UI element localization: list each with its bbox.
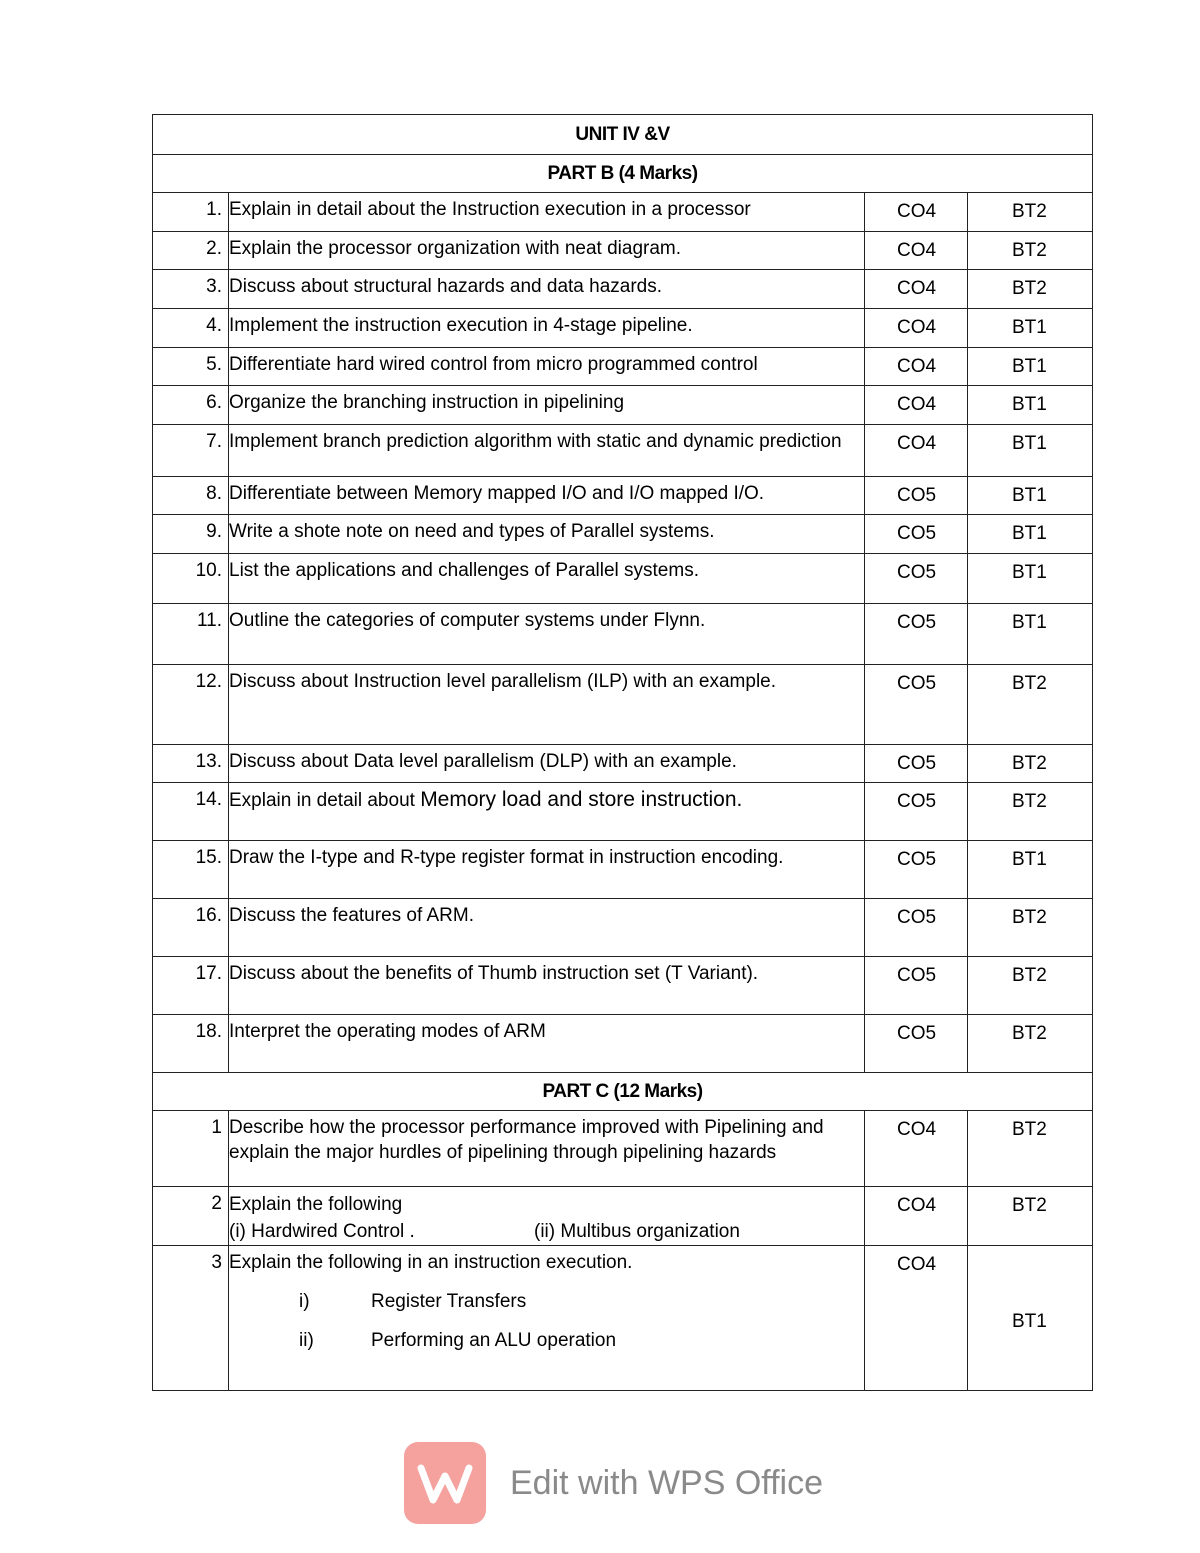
question-number: 5. bbox=[153, 348, 229, 386]
question-number: 15. bbox=[153, 841, 229, 899]
blooms-level: BT2 bbox=[968, 270, 1093, 309]
question-text: Discuss the features of ARM. bbox=[229, 899, 865, 957]
question-number: 9. bbox=[153, 515, 229, 554]
question-number: 12. bbox=[153, 665, 229, 745]
blooms-level: BT2 bbox=[968, 232, 1093, 270]
question-text: Discuss about Instruction level parallelism (ILP) with an example. bbox=[229, 665, 865, 745]
course-outcome: CO5 bbox=[865, 665, 968, 745]
question-number: 7. bbox=[153, 425, 229, 477]
table-row bbox=[153, 193, 1093, 232]
unit-title: UNIT IV &V bbox=[153, 115, 1093, 155]
question-text: Interpret the operating modes of ARM bbox=[229, 1015, 865, 1073]
sub-item-text: Register Transfers bbox=[371, 1291, 527, 1312]
course-outcome: CO4 bbox=[865, 270, 968, 309]
question-number: 1. bbox=[153, 193, 229, 232]
wps-watermark bbox=[404, 1442, 823, 1524]
question-number: 11. bbox=[153, 604, 229, 665]
blooms-level: BT1 bbox=[968, 477, 1093, 515]
table-row bbox=[153, 425, 1093, 477]
blooms-level: BT2 bbox=[968, 957, 1093, 1015]
course-outcome: CO5 bbox=[865, 554, 968, 604]
table-row bbox=[153, 1015, 1093, 1073]
blooms-level: BT1 bbox=[968, 348, 1093, 386]
question-text: Outline the categories of computer systems under Flynn. bbox=[229, 604, 865, 665]
blooms-level: BT1 bbox=[968, 604, 1093, 665]
blooms-level: BT2 bbox=[968, 899, 1093, 957]
sub-item bbox=[299, 1289, 862, 1314]
course-outcome: CO5 bbox=[865, 841, 968, 899]
course-outcome: CO4 bbox=[865, 309, 968, 348]
course-outcome: CO5 bbox=[865, 899, 968, 957]
question-text: Explain in detail about the Instruction execution in a processor bbox=[229, 193, 865, 232]
blooms-level: BT1 bbox=[968, 425, 1093, 477]
table-row bbox=[153, 841, 1093, 899]
question-text: Discuss about structural hazards and data hazards. bbox=[229, 270, 865, 309]
sub-item bbox=[299, 1328, 862, 1353]
question-options bbox=[229, 1218, 862, 1245]
question-number: 3. bbox=[153, 270, 229, 309]
question-text: Discuss about the benefits of Thumb instruction set (T Variant). bbox=[229, 957, 865, 1015]
question-text: Differentiate hard wired control from micro programmed control bbox=[229, 348, 865, 386]
question-number: 3 bbox=[153, 1246, 229, 1391]
part-b-heading: PART B (4 Marks) bbox=[153, 155, 1093, 193]
course-outcome: CO5 bbox=[865, 1015, 968, 1073]
question-lead: Explain the following in an instruction execution. bbox=[229, 1252, 633, 1273]
course-outcome: CO5 bbox=[865, 604, 968, 665]
question-number: 10. bbox=[153, 554, 229, 604]
table-row bbox=[153, 1111, 1093, 1187]
course-outcome: CO4 bbox=[865, 386, 968, 425]
blooms-level: BT1 bbox=[968, 841, 1093, 899]
sub-item-number: i) bbox=[299, 1291, 310, 1312]
blooms-level: BT2 bbox=[968, 745, 1093, 783]
table-row bbox=[153, 957, 1093, 1015]
blooms-level: BT2 bbox=[968, 783, 1093, 841]
table-row bbox=[153, 745, 1093, 783]
question-number: 16. bbox=[153, 899, 229, 957]
table-row bbox=[153, 232, 1093, 270]
question-text bbox=[229, 1246, 865, 1391]
course-outcome: CO5 bbox=[865, 957, 968, 1015]
question-number: 2 bbox=[153, 1187, 229, 1246]
table-row bbox=[153, 783, 1093, 841]
question-text: Draw the I-type and R-type register format in instruction encoding. bbox=[229, 841, 865, 899]
question-text: Describe how the processor performance improved with Pipelining and explain the major hurdles of pipelining through pipelining hazards bbox=[229, 1111, 865, 1187]
option-two: (ii) Multibus organization bbox=[534, 1221, 740, 1242]
blooms-level: BT2 bbox=[968, 1111, 1093, 1187]
table-row bbox=[153, 515, 1093, 554]
table-row bbox=[153, 1187, 1093, 1246]
question-text: Discuss about Data level parallelism (DLP) with an example. bbox=[229, 745, 865, 783]
question-text: Write a shote note on need and types of Parallel systems. bbox=[229, 515, 865, 554]
table-row bbox=[153, 348, 1093, 386]
question-number: 1 bbox=[153, 1111, 229, 1187]
blooms-level: BT1 bbox=[968, 554, 1093, 604]
table-row bbox=[153, 899, 1093, 957]
question-text-prefix: Explain in detail about bbox=[229, 790, 421, 811]
question-text: List the applications and challenges of Parallel systems. bbox=[229, 554, 865, 604]
blooms-level: BT2 bbox=[968, 1187, 1093, 1246]
course-outcome: CO5 bbox=[865, 745, 968, 783]
course-outcome: CO4 bbox=[865, 193, 968, 232]
question-table bbox=[152, 114, 1093, 1391]
question-text-main: Memory load and store instruction. bbox=[420, 788, 743, 811]
table-row bbox=[153, 604, 1093, 665]
question-text: Organize the branching instruction in pipelining bbox=[229, 386, 865, 425]
blooms-level: BT1 bbox=[968, 1246, 1093, 1391]
blooms-level: BT1 bbox=[968, 309, 1093, 348]
course-outcome: CO4 bbox=[865, 1246, 968, 1391]
table-row bbox=[153, 477, 1093, 515]
course-outcome: CO5 bbox=[865, 783, 968, 841]
blooms-level: BT1 bbox=[968, 386, 1093, 425]
table-row bbox=[153, 1246, 1093, 1391]
question-number: 17. bbox=[153, 957, 229, 1015]
table-row bbox=[153, 554, 1093, 604]
question-number: 13. bbox=[153, 745, 229, 783]
course-outcome: CO5 bbox=[865, 515, 968, 554]
blooms-level: BT1 bbox=[968, 515, 1093, 554]
course-outcome: CO4 bbox=[865, 1187, 968, 1246]
sub-item-number: ii) bbox=[299, 1330, 314, 1351]
question-number: 2. bbox=[153, 232, 229, 270]
blooms-level: BT2 bbox=[968, 193, 1093, 232]
wps-logo-icon bbox=[404, 1442, 486, 1524]
question-number: 8. bbox=[153, 477, 229, 515]
question-number: 18. bbox=[153, 1015, 229, 1073]
part-c-heading: PART C (12 Marks) bbox=[153, 1073, 1093, 1111]
question-text bbox=[229, 1187, 865, 1246]
course-outcome: CO4 bbox=[865, 232, 968, 270]
question-number: 4. bbox=[153, 309, 229, 348]
question-text: Differentiate between Memory mapped I/O and I/O mapped I/O. bbox=[229, 477, 865, 515]
blooms-level: BT2 bbox=[968, 665, 1093, 745]
table-row bbox=[153, 386, 1093, 425]
sub-item-text: Performing an ALU operation bbox=[371, 1330, 617, 1351]
course-outcome: CO4 bbox=[865, 425, 968, 477]
wps-edit-text: Edit with WPS Office bbox=[510, 1463, 824, 1502]
table-row bbox=[153, 665, 1093, 745]
blooms-level: BT2 bbox=[968, 1015, 1093, 1073]
course-outcome: CO4 bbox=[865, 348, 968, 386]
course-outcome: CO4 bbox=[865, 1111, 968, 1187]
question-text: Implement the instruction execution in 4-stage pipeline. bbox=[229, 309, 865, 348]
option-one: (i) Hardwired Control . bbox=[229, 1221, 415, 1242]
table-row bbox=[153, 270, 1093, 309]
course-outcome: CO5 bbox=[865, 477, 968, 515]
question-text: Explain the processor organization with neat diagram. bbox=[229, 232, 865, 270]
question-text: Implement branch prediction algorithm with static and dynamic prediction bbox=[229, 425, 865, 477]
question-lead: Explain the following bbox=[229, 1194, 403, 1215]
question-number: 14. bbox=[153, 783, 229, 841]
question-text bbox=[229, 783, 865, 841]
question-number: 6. bbox=[153, 386, 229, 425]
table-row bbox=[153, 309, 1093, 348]
